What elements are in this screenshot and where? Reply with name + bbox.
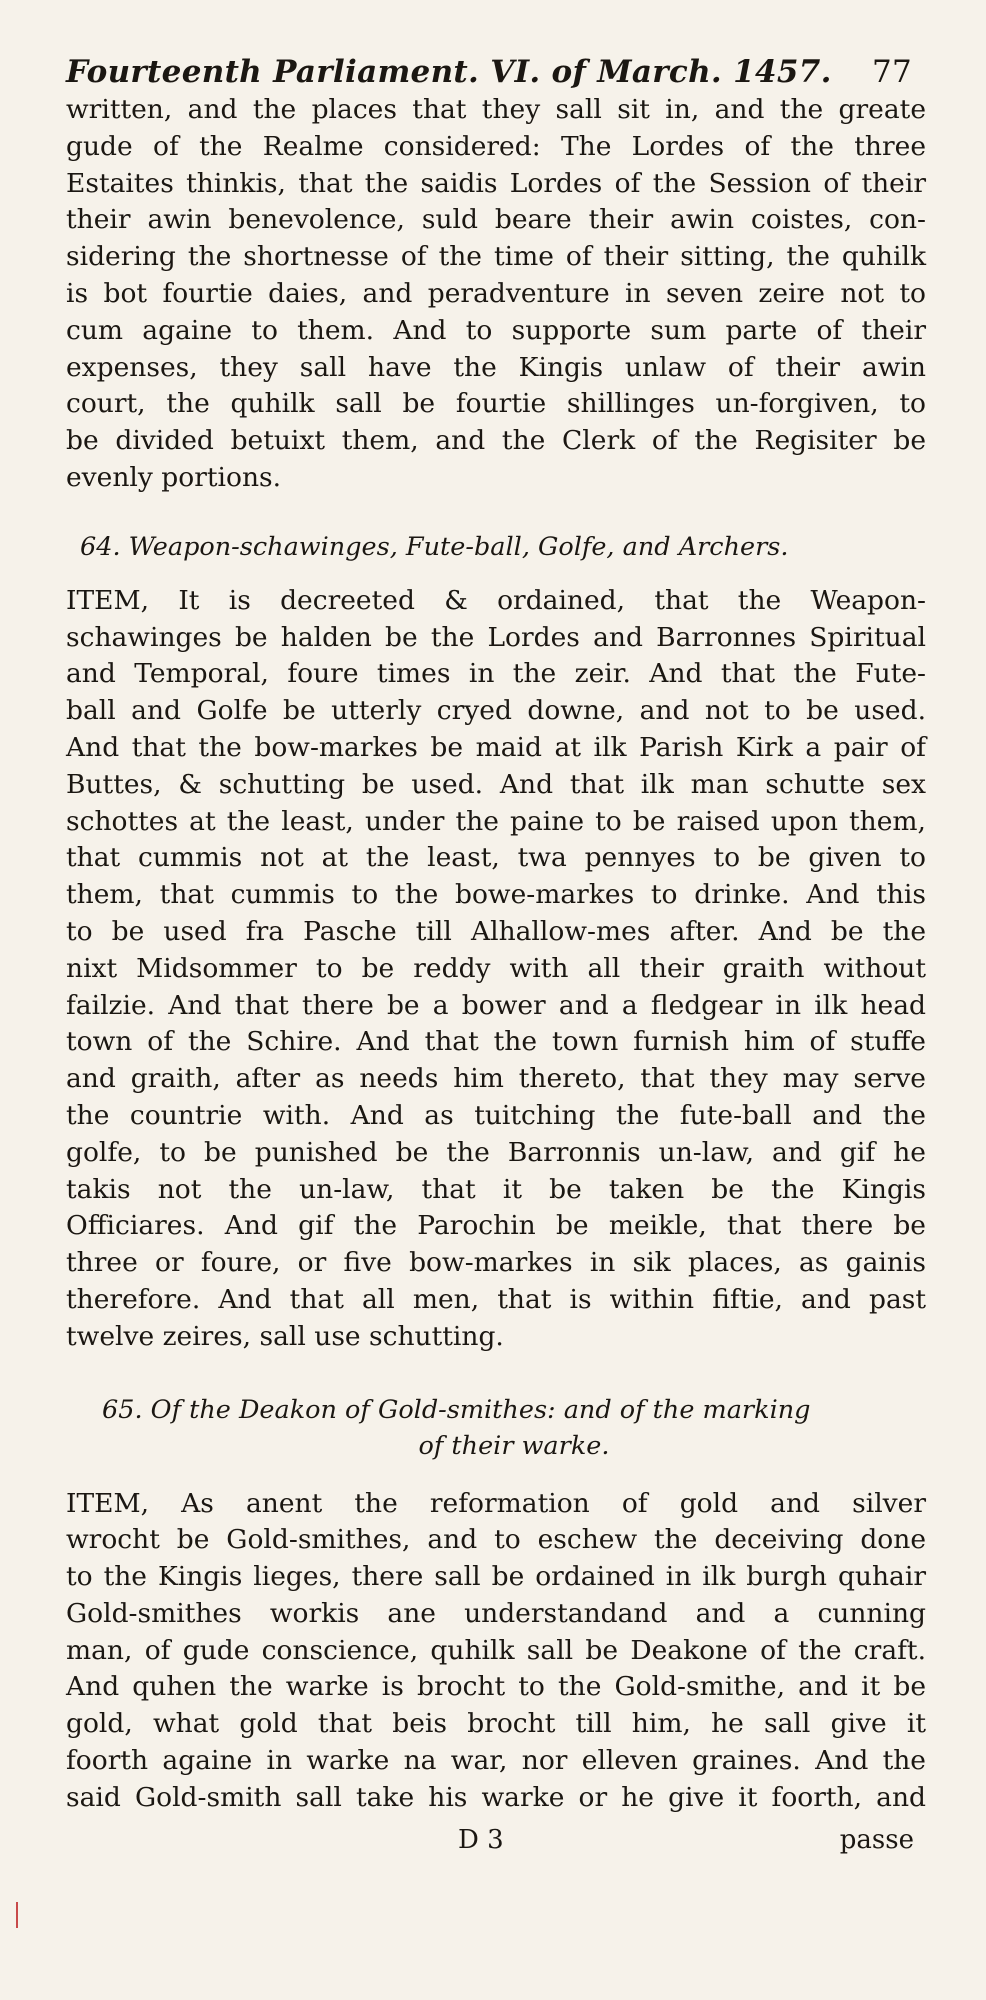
section-64-heading: 64. Weapon-schawinges, Fute-ball, Golfe, and Archers. (80, 531, 789, 562)
text-line: said Gold-smith sall take his warke or he give it foorth, and (66, 1781, 926, 1813)
text-line: twelve zeires, sall use schutting. (66, 1320, 504, 1352)
section-65-heading-line2: of their warke. (418, 1430, 610, 1461)
text-line: expenses, they sall have the Kingis unlaw of their awin (66, 351, 926, 383)
text-line: their awin benevolence, suld beare their awin coistes, con- (66, 204, 926, 236)
text-line: takis not the un-law, that it be taken be the Kingis (66, 1173, 926, 1205)
page-number: 77 (871, 54, 912, 90)
text-line: ball and Golfe be utterly cryed downe, and not to be used. (66, 695, 926, 727)
text-line: and Temporal, foure times in the zeir. And that the Fute- (66, 658, 926, 690)
text-line: be divided betuixt them, and the Clerk of the Regisiter be (66, 425, 926, 457)
text-line: three or foure, or five bow-markes in sik places, as gainis (66, 1247, 926, 1279)
text-line: gude of the Realme considered: The Lordes of the three (66, 130, 926, 162)
text-line: Officiares. And gif the Parochin be meikle, that there be (66, 1210, 926, 1242)
text-line: therefore. And that all men, that is within fiftie, and past (66, 1283, 926, 1315)
text-line: Buttes, & schutting be used. And that ilk man schutte sex (66, 768, 926, 800)
text-line: Estaites thinkis, that the saidis Lordes of the Session of their (66, 167, 926, 199)
text-line: ITEM, It is decreeted & ordained, that the Weapon- (66, 584, 926, 616)
running-head (66, 54, 926, 90)
running-head-title: Fourteenth Parliament. VI. of March. 1457. (66, 54, 832, 90)
text-line: golfe, to be punished be the Barronnis un-law, and gif he (66, 1136, 926, 1168)
text-line: court, the quhilk sall be fourtie shillinges un-forgiven, to (66, 388, 926, 420)
section-65-heading (102, 1392, 926, 1464)
text-line: foorth againe in warke na war, nor elleven graines. And the (66, 1745, 926, 1777)
text-line: cum againe to them. And to supporte sum parte of their (66, 314, 926, 346)
catchword: passe (839, 1824, 914, 1855)
text-line: written, and the places that they sall sit in, and the greate (66, 94, 926, 125)
text-line: to the Kingis lieges, there sall be ordained in ilk burgh quhair (66, 1561, 926, 1593)
text-line: wrocht be Gold-smithes, and to eschew the deceiving done (66, 1524, 926, 1556)
text-line: Gold-smithes workis ane understandand and a cunning (66, 1597, 926, 1629)
margin-mark (16, 1902, 18, 1928)
text-line: evenly portions. (66, 461, 282, 493)
section-64-body (66, 583, 926, 1356)
section-65-heading-line1: 65. Of the Deakon of Gold-smithes: and of the marking (102, 1394, 811, 1425)
text-line: to be used fra Pasche till Alhallow-mes after. And be the (66, 915, 926, 947)
section-65-body (66, 1486, 926, 1817)
text-line: gold, what gold that beis brocht till him, he sall give it (66, 1708, 926, 1740)
page-footer (66, 1823, 926, 1857)
text-line: And that the bow-markes be maid at ilk Parish Kirk a pair of (66, 731, 926, 763)
text-line: the countrie with. And as tuitching the fute-ball and the (66, 1099, 926, 1131)
text-line: them, that cummis to the bowe-markes to drinke. And this (66, 879, 926, 911)
text-line: man, of gude conscience, quhilk sall be Deakone of the craft. (66, 1634, 926, 1666)
section-63-tail (66, 92, 926, 497)
text-line: sidering the shortnesse of the time of their sitting, the quhilk (66, 241, 926, 273)
text-line: schawinges be halden be the Lordes and Barronnes Spiritual (66, 621, 926, 653)
text-line: failzie. And that there be a bower and a fledgear in ilk head (66, 989, 926, 1021)
text-line: and graith, after as needs him thereto, that they may serve (66, 1063, 926, 1095)
text-line: ITEM, As anent the reformation of gold and silver (66, 1487, 926, 1519)
text-line: town of the Schire. And that the town furnish him of stuffe (66, 1026, 926, 1058)
text-line: that cummis not at the least, twa pennyes to be given to (66, 842, 926, 874)
text-line: And quhen the warke is brocht to the Gold-smithe, and it be (66, 1671, 926, 1703)
text-line: is bot fourtie daies, and peradventure in seven zeire not to (66, 277, 926, 309)
text-line: schottes at the least, under the paine to be raised upon them, (66, 805, 926, 837)
signature-mark: D 3 (458, 1824, 504, 1855)
text-line: nixt Midsommer to be reddy with all their graith without (66, 952, 926, 984)
